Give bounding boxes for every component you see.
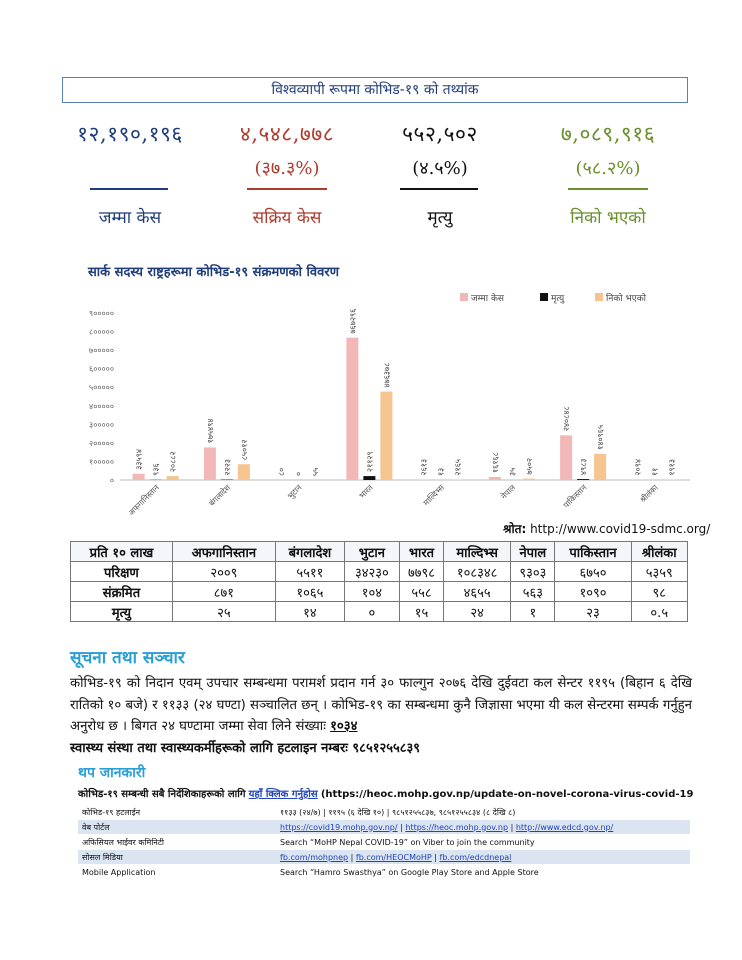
data-label: ५५ xyxy=(311,467,321,476)
info-text: कोभिड-१९ को निदान एवम् उपचार सम्बन्धमा परामर्श प्रदान गर्न ३० फाल्गुन २०७६ देखि दुईवटा कल सेन्टर ११९५ (बिहान ६ देखि रातिको १० बजे) र ११३३ (२४ घण्टा) सञ्चालित छन् । कोभिड-१९ का सम्बन्धमा कुनै जिज्ञासा भएमा यी कल सेन्टरमा सम्पर्क गर्नुहुन अनुरोध छ । बिगत २४ घण्टामा जम्मा सेवा लिने संख्याः xyxy=(70,676,692,734)
y-tick-label: २००००० xyxy=(89,438,114,448)
guidelines-url: (https://heoc.mohp.gov.np/update-on-novel-corona-virus-covid-19 xyxy=(320,789,694,800)
table-cell: ७७९८ xyxy=(399,562,443,582)
source-url: http://www.covid19-sdmc.org/ xyxy=(530,522,711,536)
table-cell: ९३०३ xyxy=(511,562,555,582)
guidelines-text: कोभिड-१९ सम्बन्धी सबै निर्देशिकाहरूको लागि xyxy=(78,789,246,800)
service-count: १०३४ xyxy=(330,719,358,734)
table-cell: १०८३४८ xyxy=(444,562,511,582)
bar-2 xyxy=(523,479,535,480)
guidelines-click-link[interactable]: यहाँ क्लिक गर्नुहोस xyxy=(248,789,318,800)
y-tick-label: ० xyxy=(109,476,114,485)
y-tick-label: ९००००० xyxy=(89,309,114,318)
table-cell: ९८ xyxy=(631,582,688,602)
legend-swatch xyxy=(460,293,468,301)
data-label: ११ xyxy=(650,467,660,476)
data-label: १४०९६५ xyxy=(596,424,606,450)
chart-source xyxy=(503,520,710,537)
legend-swatch xyxy=(540,293,548,301)
stat-deaths xyxy=(360,120,520,228)
recovered-percent: (५८.२%) xyxy=(575,158,641,179)
info-key: कोभिड-१९ हटलाईन xyxy=(78,805,276,820)
info-value: Search “Hamro Swasthya” on Google Play Store and Apple Store xyxy=(276,865,690,880)
table-cell: ४६५५ xyxy=(444,582,511,602)
social-media-link[interactable]: fb.com/mohpnep xyxy=(280,852,349,862)
category-label: श्रीलंका xyxy=(638,483,660,505)
category-label: पाकिस्तान xyxy=(561,483,589,510)
y-tick-label: ४००००० xyxy=(89,401,114,411)
table-cell: ६७५० xyxy=(555,562,631,582)
data-label: ७५०२ xyxy=(524,457,534,475)
table-cell: १०९० xyxy=(555,582,631,602)
data-label: ० xyxy=(294,471,304,476)
more-info-heading: थप जानकारी xyxy=(78,765,146,781)
data-label: ८० xyxy=(277,467,287,476)
data-label: २११२९ xyxy=(365,451,375,473)
table-header-cell: पाकिस्तान xyxy=(555,542,631,562)
web-portal-link[interactable]: https://covid19.mohp.gov.np/ xyxy=(280,822,398,832)
legend-swatch xyxy=(595,293,603,301)
y-tick-label: ३००००० xyxy=(89,420,114,430)
data-label: २०८८२ xyxy=(168,451,178,473)
table-header-cell: माल्दिभ्स xyxy=(444,542,511,562)
category-label: अफगानिस्तान xyxy=(126,483,162,518)
bar-0 xyxy=(133,474,145,480)
data-label: ४७६३७८ xyxy=(382,362,392,388)
recovered-value: ७,०८९,९१६ xyxy=(560,122,656,146)
bar-2 xyxy=(380,392,392,480)
info-key: सोसल मिडिया xyxy=(78,850,276,865)
bar-1 xyxy=(363,476,375,480)
data-label: ४९८३ xyxy=(579,458,589,476)
table-cell: ५६३ xyxy=(511,582,555,602)
table-row-header: परिक्षण xyxy=(71,562,173,582)
table-header-cell: बंगलादेश xyxy=(275,542,344,562)
data-label: १९१३ xyxy=(667,459,677,476)
table-header-cell: भुटान xyxy=(344,542,399,562)
data-label: ७६७२९६ xyxy=(348,308,358,334)
recovered-underline xyxy=(568,188,648,190)
table-cell: २००९ xyxy=(172,562,275,582)
legend-label: जम्मा केस xyxy=(471,294,504,304)
bar-2 xyxy=(594,454,606,480)
category-label: भुटान xyxy=(285,483,304,501)
table-cell: १४ xyxy=(275,602,344,622)
table-row-header: मृत्यु xyxy=(71,602,173,622)
table-cell: १ xyxy=(511,602,555,622)
table-cell: १०४ xyxy=(344,582,399,602)
category-label: नेपाल xyxy=(499,483,518,502)
data-label: २१६५ xyxy=(453,458,463,476)
data-label: २४०८४८ xyxy=(562,406,572,432)
table-cell: ३४२३० xyxy=(344,562,399,582)
web-portal-link[interactable]: https://heoc.mohp.gov.np xyxy=(405,822,509,832)
table-header-cell: प्रति १० लाख xyxy=(71,542,173,562)
stat-active xyxy=(207,120,367,228)
active-cases-percent: (३७.३%) xyxy=(254,158,320,179)
stat-recovered xyxy=(528,120,688,228)
table-row xyxy=(78,865,690,880)
data-label: २६१३ xyxy=(419,458,429,476)
social-media-link[interactable]: fb.com/HEOCMoHP xyxy=(355,852,432,862)
active-cases-label: सक्रिय केस xyxy=(252,208,322,228)
deaths-underline xyxy=(400,188,478,190)
info-value: ११३३ (२४/७) | ११९५ (६ देखि १०) | ९८५१२५५८३७, ९८५१२५५८३४ (८ देखि ८) xyxy=(276,805,690,820)
table-header-cell: श्रीलंका xyxy=(631,542,688,562)
table-cell: २५ xyxy=(172,602,275,622)
table-header-row xyxy=(71,542,688,562)
y-tick-label: १००००० xyxy=(89,457,114,467)
table-cell: २४ xyxy=(444,602,511,622)
table-cell: १०६५ xyxy=(275,582,344,602)
table-row xyxy=(78,805,690,820)
data-label: ८५०१२ xyxy=(239,439,249,461)
data-label: २२२३ xyxy=(222,458,232,476)
guidelines-line xyxy=(78,786,693,800)
info-key: वेब पोर्टल xyxy=(78,820,276,835)
active-cases-value: ४,५४८,७७८ xyxy=(239,122,335,146)
table-cell: २३ xyxy=(555,602,631,622)
category-label: माल्दिभ्स xyxy=(421,483,447,508)
bar-0 xyxy=(489,477,501,480)
table-cell: ५३५९ xyxy=(631,562,688,582)
bar-0 xyxy=(346,338,358,480)
data-label: १३ xyxy=(436,467,446,476)
contact-info-table xyxy=(78,805,690,880)
info-key: Mobile Application xyxy=(78,865,276,880)
bar-2 xyxy=(167,476,179,480)
table-row-header: संक्रमित xyxy=(71,582,173,602)
bar-0 xyxy=(560,435,572,480)
y-tick-label: ८००००० xyxy=(89,327,114,337)
category-label: बंगलादेश xyxy=(207,483,233,508)
y-tick-label: ६००००० xyxy=(89,364,114,374)
info-heading: सूचना तथा सञ्चार xyxy=(70,648,185,668)
y-tick-label: ५००००० xyxy=(89,383,114,393)
data-label: ९३६ xyxy=(151,463,161,476)
table-row xyxy=(71,602,688,622)
bar-1 xyxy=(577,479,589,480)
table-header-cell: अफगानिस्तान xyxy=(172,542,275,562)
data-label: १६१६८ xyxy=(490,452,500,473)
table-cell: ५५११ xyxy=(275,562,344,582)
bar-0 xyxy=(204,447,216,480)
active-underline xyxy=(247,188,327,190)
stat-total xyxy=(50,120,210,228)
total-cases-value: १२,१९०,१९६ xyxy=(77,122,183,146)
social-media-link[interactable]: fb.com/edcdnepal xyxy=(439,852,512,862)
table-row xyxy=(71,562,688,582)
table-cell: ५५८ xyxy=(399,582,443,602)
category-label: भारत xyxy=(357,483,375,501)
deaths-percent: (४.५%) xyxy=(412,158,468,179)
table-header-cell: नेपाल xyxy=(511,542,555,562)
deaths-label: मृत्यु xyxy=(427,208,453,228)
recovered-label: निको भएको xyxy=(570,208,646,228)
info-value: https://covid19.mohp.gov.np/ | https://heoc.mohp.gov.np | http://www.edcd.gov.np/ xyxy=(276,820,690,835)
info-key: अफिसियल भाईवर कमिनिटी xyxy=(78,835,276,850)
table-row xyxy=(78,820,690,835)
report-title: विश्वव्यापी रूपमा कोभिड-१९ को तथ्यांक xyxy=(62,77,688,103)
table-row xyxy=(71,582,688,602)
table-cell: ० xyxy=(344,602,399,622)
legend-label: निको भएको xyxy=(606,294,646,304)
y-tick-label: ७००००० xyxy=(89,346,114,356)
data-label: २०९४ xyxy=(633,458,643,476)
info-paragraph xyxy=(70,673,692,738)
saarc-bar-chart xyxy=(60,285,700,520)
deaths-value: ५५२,५०२ xyxy=(402,122,478,146)
table-row xyxy=(78,850,690,865)
table-cell: ८७१ xyxy=(172,582,275,602)
info-value: fb.com/mohpnep | fb.com/HEOCMoHP | fb.com/edcdnepal xyxy=(276,850,690,865)
data-label: ३५ xyxy=(507,467,517,476)
table-row xyxy=(78,835,690,850)
data-label: १७५४९४ xyxy=(205,418,215,444)
info-value: Search “MoHP Nepal COVID-19” on Viber to join the community xyxy=(276,835,690,850)
bar-2 xyxy=(238,464,250,480)
chart-title: सार्क सदस्य राष्ट्रहरूमा कोभिड-१९ संक्रमणको विवरण xyxy=(88,265,340,280)
table-cell: १५ xyxy=(399,602,443,622)
legend-label: मृत्यु xyxy=(551,294,565,304)
total-underline xyxy=(90,188,168,190)
total-cases-label: जम्मा केस xyxy=(98,208,162,228)
hotline-text: स्वास्थ्य संस्था तथा स्वास्थ्यकर्मीहरूको लागि हटलाइन नम्बरः ९८५१२५५८३९ xyxy=(70,741,421,756)
data-label: ३३५९४ xyxy=(134,448,144,470)
per-million-table xyxy=(70,541,688,622)
table-cell: ०.५ xyxy=(631,602,688,622)
source-label: श्रोत: xyxy=(503,522,527,536)
table-header-cell: भारत xyxy=(399,542,443,562)
web-portal-link[interactable]: http://www.edcd.gov.np/ xyxy=(515,822,614,832)
